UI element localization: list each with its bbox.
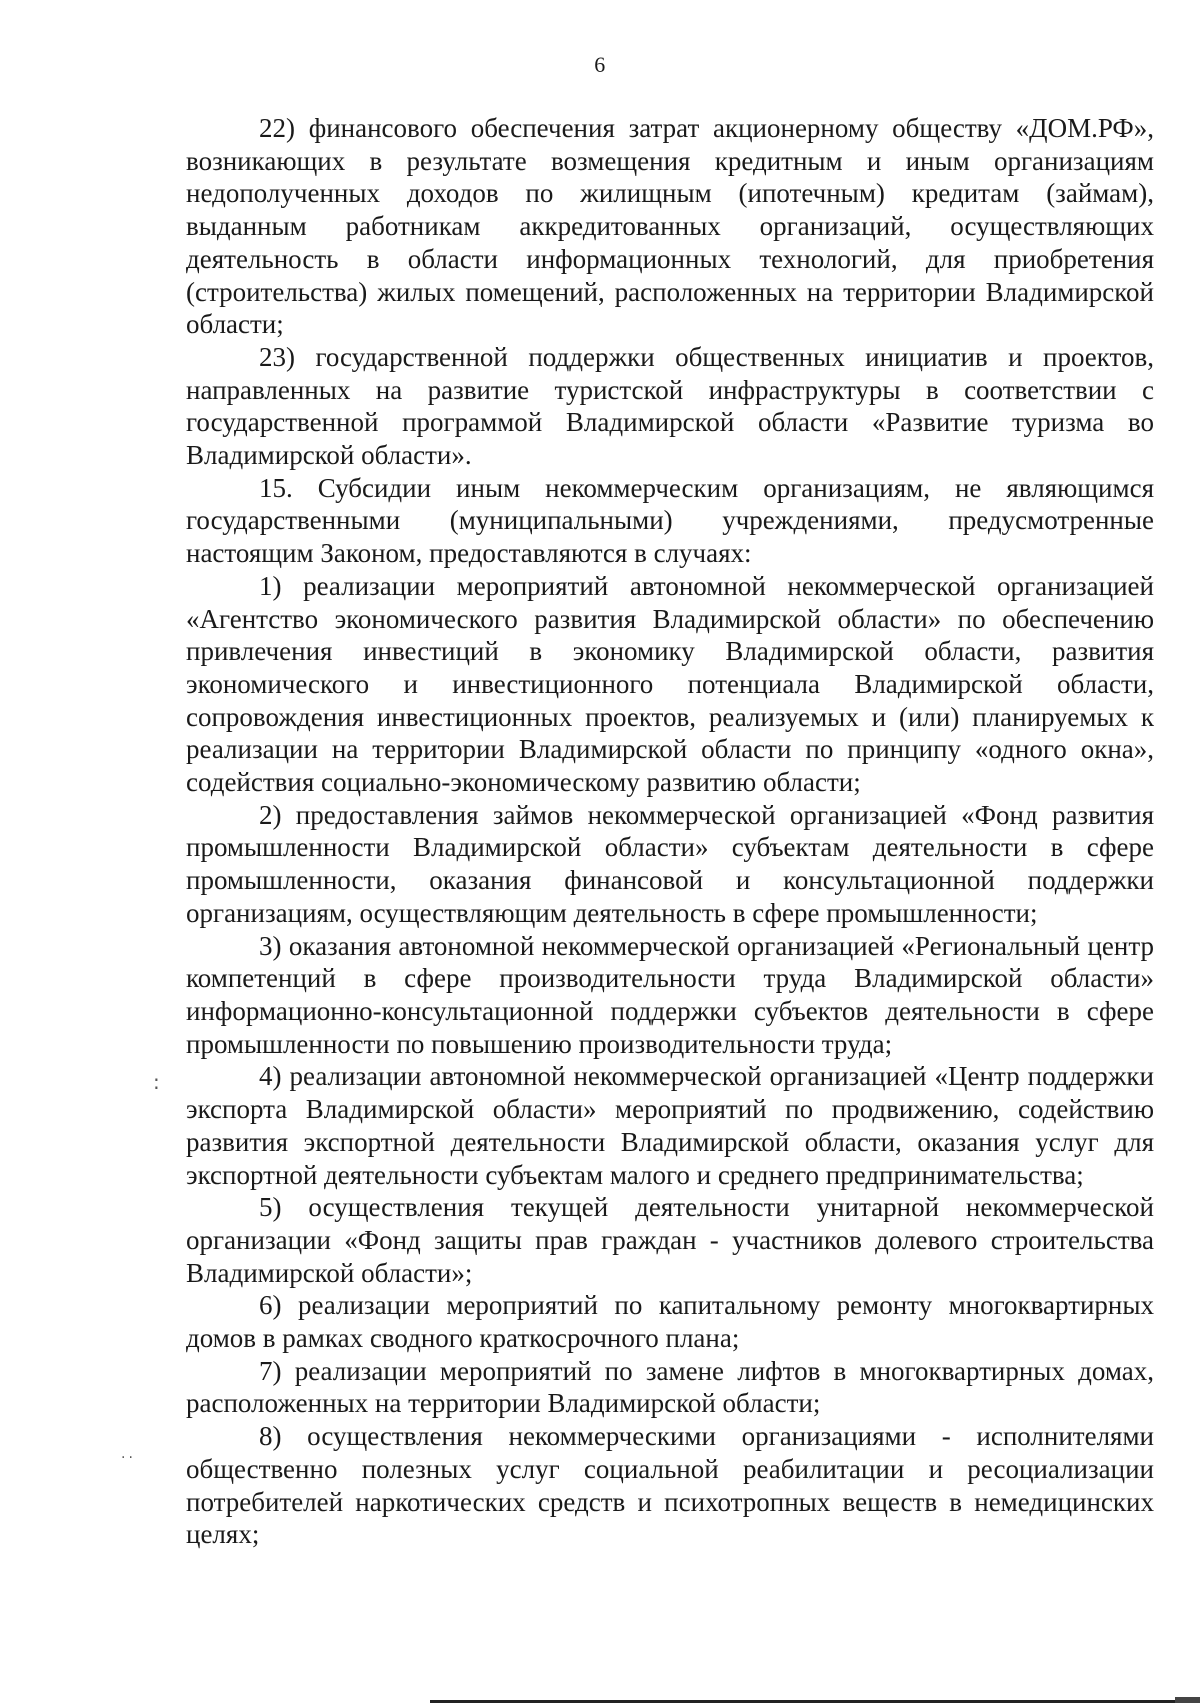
paragraph-item-4: 4) реализации автономной некоммерческой организацией «Центр поддержки экспорта Владимирской области» мероприятий по продвижению, содействию развития экспортной деятельности Владимирской области, оказания услуг для экспортной деятельности субъектам малого и среднего предпринимательства;: [186, 1061, 1154, 1190]
paragraph-item-3: 3) оказания автономной некоммерческой организацией «Региональный центр компетенций в сфере производительности труда Владимирской области» информационно-консультационной поддержки субъектов деятельности в сфере промышленности по повышению производительности труда;: [186, 930, 1154, 1059]
paragraph-item-7: 7) реализации мероприятий по замене лифтов в многоквартирных домах, расположенных на территории Владимирской области;: [186, 1355, 1154, 1419]
paragraph-section-15: 15. Субсидии иным некоммерческим организациям, не являющимся государственными (муниципальными) учреждениями, предусмотренные настоящим Законом, предоставляются в случаях:: [186, 472, 1154, 569]
bottom-edge-line: [430, 1700, 1200, 1703]
page-number: 6: [594, 52, 606, 77]
paragraph-item-22: 22) финансового обеспечения затрат акционерному обществу «ДОМ.РФ», возникающих в результате возмещения кредитным и иным организациям недополученных доходов по жилищным (ипотечным) кредитам (займам), выданным работникам аккредитованных организаций, осуществляющих деятельность в области информационных технологий, для приобретения (строительства) жилых помещений, расположенных на территории Владимирской области;: [186, 113, 1154, 340]
paragraph-item-2: 2) предоставления займов некоммерческой организацией «Фонд развития промышленности Владимирской области» субъектам деятельности в сфере промышленности, оказания финансовой и консультационной поддержки организациям, осуществляющим деятельность в сфере промышленности;: [186, 799, 1154, 928]
bottom-edge-mark: [1175, 1697, 1200, 1703]
scan-artifact-dots: ··: [121, 1450, 136, 1466]
paragraph-item-5: 5) осуществления текущей деятельности унитарной некоммерческой организации «Фонд защиты прав граждан - участников долевого строительства Владимирской области»;: [186, 1192, 1154, 1288]
paragraph-item-1: 1) реализации мероприятий автономной некоммерческой организацией «Агентство экономического развития Владимирской области» по обеспечению привлечения инвестиций в экономику Владимирской области, развития экономического и инвестиционного потенциала Владимирской области, сопровождения инвестиционных проектов, реализуемых и (или) планируемых к реализации на территории Владимирской области по принципу «одного окна», содействия социально-экономическому развитию области;: [186, 570, 1154, 798]
document-body: [186, 112, 1154, 1551]
paragraph-item-8: 8) осуществления некоммерческими организациями - исполнителями общественно полезных услуг социальной реабилитации и ресоциализации потребителей наркотических средств и психотропных веществ в немедицинских целях;: [186, 1421, 1154, 1550]
paragraph-item-6: 6) реализации мероприятий по капитальному ремонту многоквартирных домов в рамках сводного краткосрочного плана;: [186, 1290, 1154, 1354]
scan-artifact-mark: :: [153, 1070, 160, 1094]
paragraph-item-23: 23) государственной поддержки общественных инициатив и проектов, направленных на развитие туристской инфраструктуры в соответствии с государственной программой Владимирской области «Развитие туризма во Владимирской области».: [186, 341, 1154, 471]
